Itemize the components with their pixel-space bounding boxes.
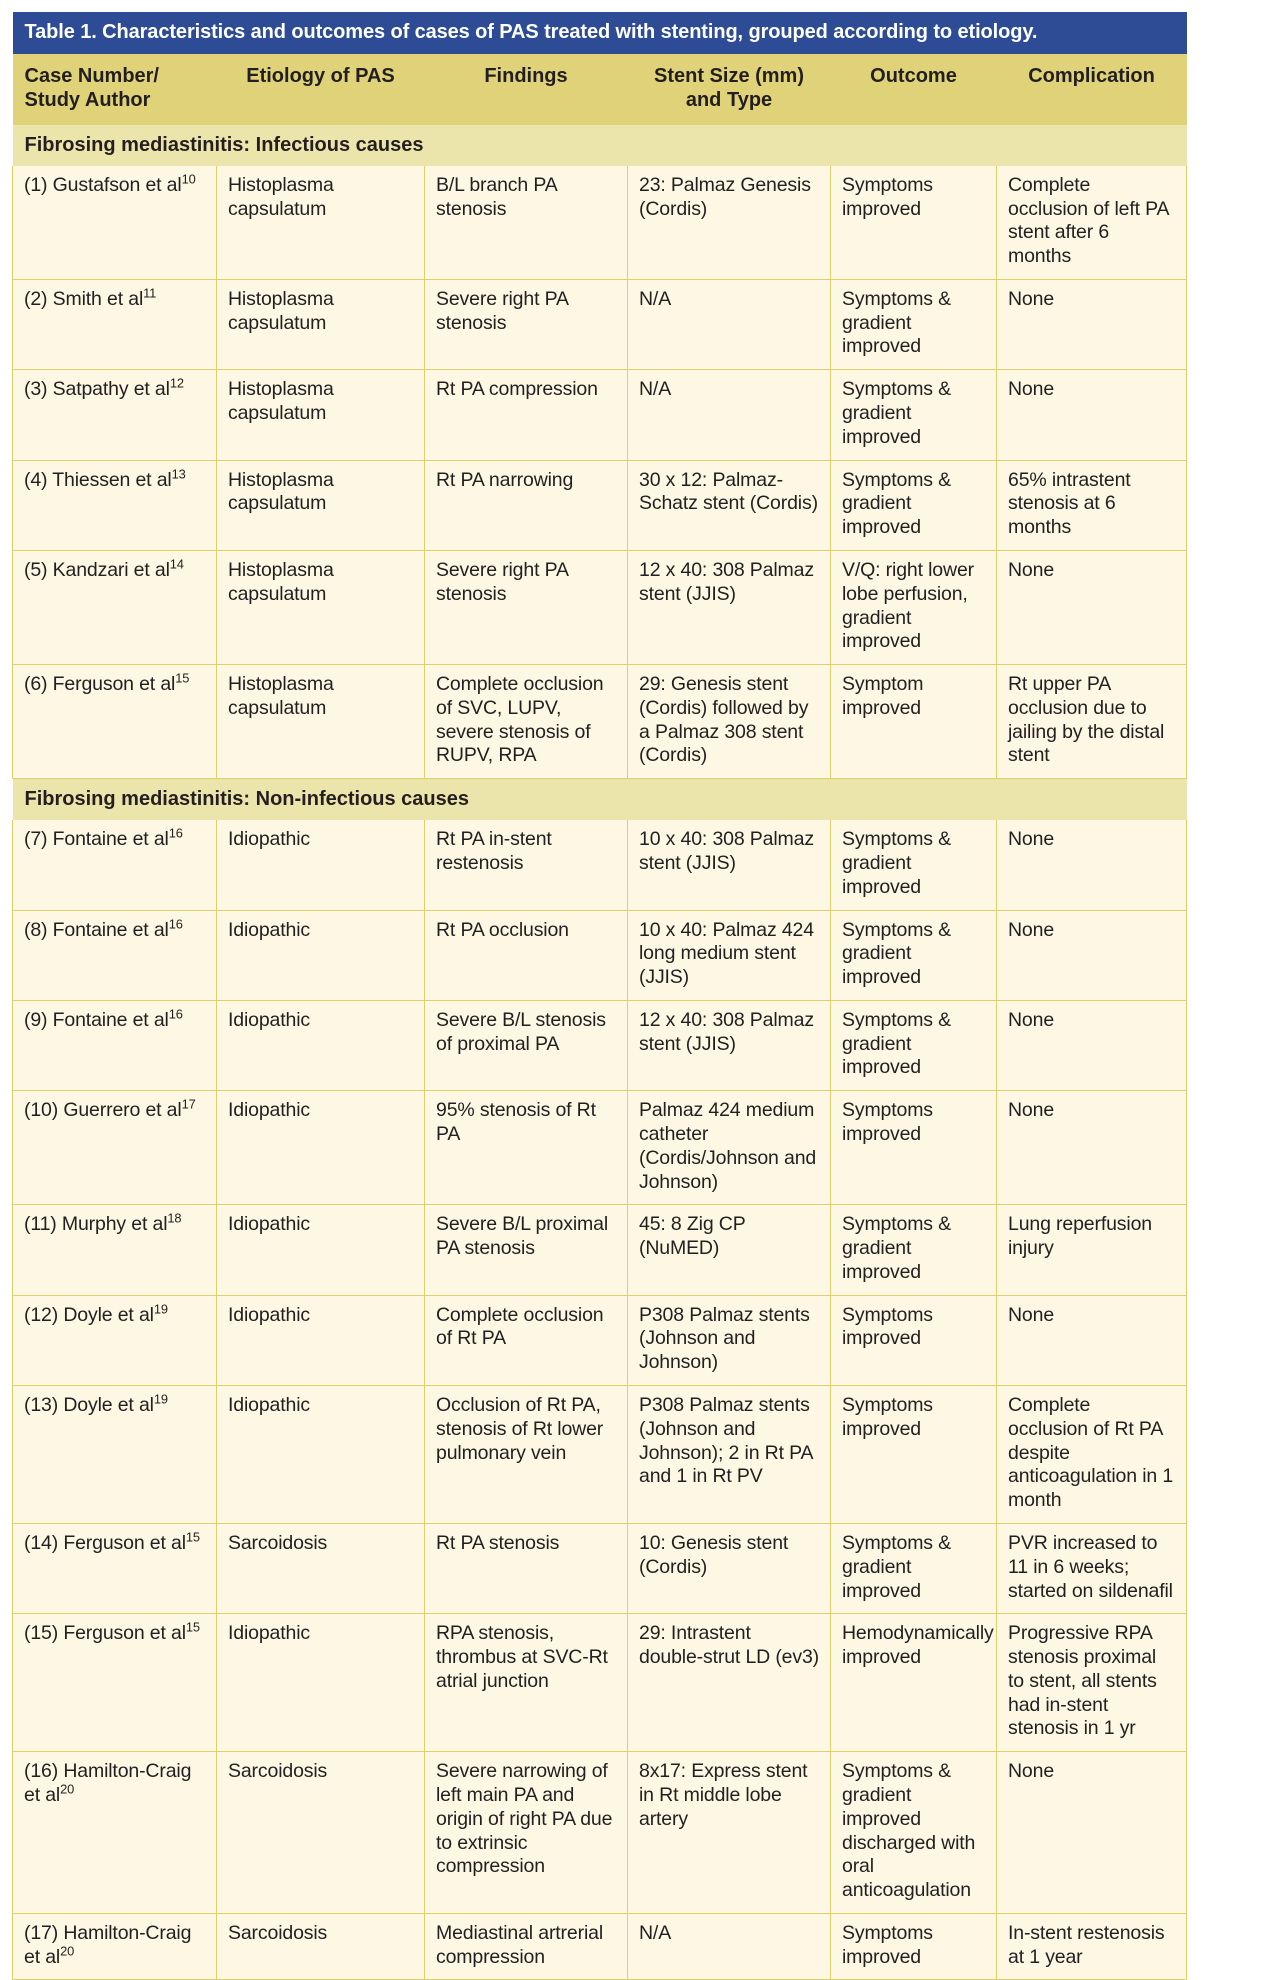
cell-stent: 29: Genesis stent (Cordis) followed by a Palmaz 308 stent (Cordis) (628, 665, 831, 779)
cell-findings: Rt PA occlusion (425, 910, 628, 1000)
table-container (0, 12, 1262, 1980)
cell-findings: Rt PA narrowing (425, 460, 628, 550)
cell-stent: N/A (628, 279, 831, 369)
cell-findings: Severe B/L proximal PA stenosis (425, 1205, 628, 1295)
cell-outcome: Symptoms improved (831, 1091, 997, 1205)
cell-stent: 29: Intrastent double-strut LD (ev3) (628, 1614, 831, 1752)
table-title: Table 1. Characteristics and outcomes of cases of PAS treated with stenting, grouped according to etiology. (13, 12, 1187, 54)
case-label: (16) Hamilton-Craig et al (24, 1760, 192, 1806)
cell-outcome: Symptoms improved (831, 1295, 997, 1385)
reference-superscript: 10 (181, 171, 196, 187)
reference-superscript: 15 (175, 670, 190, 686)
column-header-label: Study Author (24, 89, 151, 112)
cell-complication: Complete occlusion of Rt PA despite anticoagulation in 1 month (997, 1386, 1187, 1524)
cell-complication: PVR increased to 11 in 6 weeks; started on sildenafil (997, 1523, 1187, 1613)
column-header-label: Outcome (870, 65, 957, 87)
cell-findings: Severe right PA stenosis (425, 279, 628, 369)
reference-superscript: 19 (153, 1301, 168, 1317)
table-header-row (13, 54, 1187, 125)
case-label: (6) Ferguson et al (24, 673, 176, 696)
cell-complication: Rt upper PA occlusion due to jailing by the distal stent (997, 665, 1187, 779)
cell-findings: Severe right PA stenosis (425, 550, 628, 664)
cell-stent: 12 x 40: 308 Palmaz stent (JJIS) (628, 1000, 831, 1090)
cell-stent: P308 Palmaz stents (Johnson and Johnson) (628, 1295, 831, 1385)
case-label: (11) Murphy et al (24, 1213, 168, 1236)
cell-outcome: V/Q: right lower lobe perfusion, gradient improved (831, 550, 997, 664)
cell-findings: Severe narrowing of left main PA and origin of right PA due to extrinsic compression (425, 1752, 628, 1914)
cell-outcome: Symptoms improved (831, 166, 997, 280)
cell-stent: 12 x 40: 308 Palmaz stent (JJIS) (628, 550, 831, 664)
cell-complication: Complete occlusion of left PA stent after 6 months (997, 166, 1187, 280)
cell-findings: Rt PA stenosis (425, 1523, 628, 1613)
table-row (13, 1091, 1187, 1205)
cell-case-number (13, 820, 217, 910)
reference-superscript: 12 (169, 375, 184, 391)
case-label: (10) Guerrero et al (24, 1099, 182, 1122)
cell-case-number (13, 1752, 217, 1914)
column-header-label: and Type (685, 89, 773, 112)
section-heading: Fibrosing mediastinitis: Infectious causes (13, 125, 1187, 166)
cell-outcome: Symptoms & gradient improved (831, 370, 997, 460)
cell-etiology: Histoplasma capsulatum (217, 370, 425, 460)
table-row (13, 1386, 1187, 1524)
cell-case-number (13, 665, 217, 779)
reference-superscript: 19 (153, 1391, 168, 1407)
column-header-complication (997, 54, 1187, 125)
cell-outcome: Symptoms & gradient improved (831, 820, 997, 910)
cell-complication: None (997, 279, 1187, 369)
cell-findings: Complete occlusion of SVC, LUPV, severe stenosis of RUPV, RPA (425, 665, 628, 779)
case-label: (13) Doyle et al (24, 1394, 154, 1417)
cell-etiology: Idiopathic (217, 1205, 425, 1295)
table-row (13, 910, 1187, 1000)
cell-stent: 10 x 40: Palmaz 424 long medium stent (JJIS) (628, 910, 831, 1000)
cell-stent: 30 x 12: Palmaz-Schatz stent (Cordis) (628, 460, 831, 550)
reference-superscript: 16 (168, 916, 183, 932)
case-label: (15) Ferguson et al (24, 1622, 186, 1645)
cell-stent: 8x17: Express stent in Rt middle lobe artery (628, 1752, 831, 1914)
column-header-stent (628, 54, 831, 125)
cell-findings: Severe B/L stenosis of proximal PA (425, 1000, 628, 1090)
cell-stent: 10: Genesis stent (Cordis) (628, 1523, 831, 1613)
cell-complication: None (997, 370, 1187, 460)
cell-findings: Mediastinal artrerial compression (425, 1913, 628, 1980)
cell-case-number (13, 1614, 217, 1752)
cell-complication: None (997, 1752, 1187, 1914)
cell-outcome: Symptoms & gradient improved (831, 1000, 997, 1090)
cell-stent: 23: Palmaz Genesis (Cordis) (628, 166, 831, 280)
reference-superscript: 20 (60, 1781, 75, 1797)
reference-superscript: 20 (60, 1943, 75, 1959)
table-title-row (13, 12, 1187, 54)
cell-case-number (13, 1295, 217, 1385)
cell-case-number (13, 1205, 217, 1295)
case-label: (5) Kandzari et al (24, 558, 170, 581)
cell-findings: Rt PA compression (425, 370, 628, 460)
cell-etiology: Idiopathic (217, 910, 425, 1000)
cell-etiology: Idiopathic (217, 1614, 425, 1752)
table-row (13, 460, 1187, 550)
reference-superscript: 15 (185, 1619, 200, 1635)
cell-etiology: Idiopathic (217, 1295, 425, 1385)
table-row (13, 279, 1187, 369)
cell-etiology: Histoplasma capsulatum (217, 279, 425, 369)
cell-complication: None (997, 1000, 1187, 1090)
cell-case-number (13, 550, 217, 664)
case-label: (4) Thiessen et al (24, 468, 172, 491)
cell-findings: Occlusion of Rt PA, stenosis of Rt lower pulmonary vein (425, 1386, 628, 1524)
cell-outcome: Symptoms & gradient improved discharged with oral anticoagulation (831, 1752, 997, 1914)
cell-outcome: Symptoms & gradient improved (831, 279, 997, 369)
cell-complication: None (997, 1091, 1187, 1205)
cell-case-number (13, 460, 217, 550)
table-row (13, 550, 1187, 664)
table-row (13, 370, 1187, 460)
reference-superscript: 18 (167, 1210, 182, 1226)
column-header-case-number (13, 54, 217, 125)
cell-complication: In-stent restenosis at 1 year (997, 1913, 1187, 1980)
cell-case-number (13, 279, 217, 369)
table-row (13, 820, 1187, 910)
cell-complication: 65% intrastent stenosis at 6 months (997, 460, 1187, 550)
cell-outcome: Symptoms improved (831, 1386, 997, 1524)
cell-case-number (13, 1523, 217, 1613)
pas-outcomes-table (12, 12, 1187, 1980)
column-header-label: Case Number/ (24, 65, 159, 87)
cell-etiology: Sarcoidosis (217, 1913, 425, 1980)
cell-findings: Complete occlusion of Rt PA (425, 1295, 628, 1385)
case-label: (3) Satpathy et al (24, 378, 170, 401)
cell-outcome: Symptoms & gradient improved (831, 1205, 997, 1295)
cell-stent: P308 Palmaz stents (Johnson and Johnson); 2 in Rt PA and 1 in Rt PV (628, 1386, 831, 1524)
cell-case-number (13, 1913, 217, 1980)
reference-superscript: 14 (169, 556, 184, 572)
table-row (13, 166, 1187, 280)
section-heading: Fibrosing mediastinitis: Non-infectious causes (13, 779, 1187, 821)
cell-stent: 45: 8 Zig CP (NuMED) (628, 1205, 831, 1295)
table-row (13, 1523, 1187, 1613)
cell-findings: 95% stenosis of Rt PA (425, 1091, 628, 1205)
cell-complication: None (997, 550, 1187, 664)
table-row (13, 1614, 1187, 1752)
table-row (13, 1205, 1187, 1295)
table-row (13, 665, 1187, 779)
case-label: (7) Fontaine et al (24, 828, 169, 851)
cell-etiology: Sarcoidosis (217, 1752, 425, 1914)
case-label: (14) Ferguson et al (24, 1531, 186, 1554)
column-header-label: Complication (1028, 65, 1155, 87)
column-header-label: Etiology of PAS (246, 65, 395, 87)
cell-case-number (13, 1386, 217, 1524)
table-row (13, 1295, 1187, 1385)
column-header-outcome (831, 54, 997, 125)
reference-superscript: 17 (181, 1096, 196, 1112)
cell-stent: 10 x 40: 308 Palmaz stent (JJIS) (628, 820, 831, 910)
cell-case-number (13, 166, 217, 280)
cell-etiology: Idiopathic (217, 1000, 425, 1090)
section-heading-row (13, 779, 1187, 821)
cell-complication: None (997, 1295, 1187, 1385)
cell-etiology: Idiopathic (217, 1091, 425, 1205)
case-label: (2) Smith et al (24, 287, 144, 310)
case-label: (9) Fontaine et al (24, 1008, 169, 1031)
reference-superscript: 16 (168, 1006, 183, 1022)
cell-findings: RPA stenosis, thrombus at SVC-Rt atrial junction (425, 1614, 628, 1752)
table-row (13, 1913, 1187, 1980)
cell-outcome: Symptoms & gradient improved (831, 460, 997, 550)
column-header-findings (425, 54, 628, 125)
cell-outcome: Symptoms & gradient improved (831, 910, 997, 1000)
case-label: (12) Doyle et al (24, 1303, 154, 1326)
column-header-etiology (217, 54, 425, 125)
table-row (13, 1000, 1187, 1090)
cell-case-number (13, 1091, 217, 1205)
cell-findings: Rt PA in-stent restenosis (425, 820, 628, 910)
reference-superscript: 13 (171, 466, 186, 482)
cell-outcome: Symptom improved (831, 665, 997, 779)
column-header-label: Stent Size (mm) (653, 65, 805, 87)
cell-complication: None (997, 910, 1187, 1000)
cell-complication: Lung reperfusion injury (997, 1205, 1187, 1295)
cell-etiology: Idiopathic (217, 1386, 425, 1524)
cell-etiology: Sarcoidosis (217, 1523, 425, 1613)
reference-superscript: 16 (168, 825, 183, 841)
table-row (13, 1752, 1187, 1914)
cell-complication: Progressive RPA stenosis proximal to stent, all stents had in-stent stenosis in 1 yr (997, 1614, 1187, 1752)
cell-etiology: Histoplasma capsulatum (217, 166, 425, 280)
cell-etiology: Histoplasma capsulatum (217, 460, 425, 550)
cell-stent: N/A (628, 370, 831, 460)
case-label: (17) Hamilton-Craig et al (24, 1921, 192, 1968)
cell-etiology: Idiopathic (217, 820, 425, 910)
cell-case-number (13, 910, 217, 1000)
cell-case-number (13, 1000, 217, 1090)
cell-findings: B/L branch PA stenosis (425, 166, 628, 280)
column-header-label: Findings (484, 65, 568, 87)
cell-etiology: Histoplasma capsulatum (217, 550, 425, 664)
cell-outcome: Symptoms & gradient improved (831, 1523, 997, 1613)
reference-superscript: 11 (143, 285, 157, 301)
cell-stent: N/A (628, 1913, 831, 1980)
cell-case-number (13, 370, 217, 460)
section-heading-row (13, 125, 1187, 166)
cell-outcome: Hemodynamically improved (831, 1614, 997, 1752)
case-label: (1) Gustafson et al (24, 173, 182, 196)
cell-complication: None (997, 820, 1187, 910)
cell-etiology: Histoplasma capsulatum (217, 665, 425, 779)
cell-stent: Palmaz 424 medium catheter (Cordis/Johnson and Johnson) (628, 1091, 831, 1205)
case-label: (8) Fontaine et al (24, 918, 169, 941)
cell-outcome: Symptoms improved (831, 1913, 997, 1980)
reference-superscript: 15 (185, 1529, 200, 1545)
